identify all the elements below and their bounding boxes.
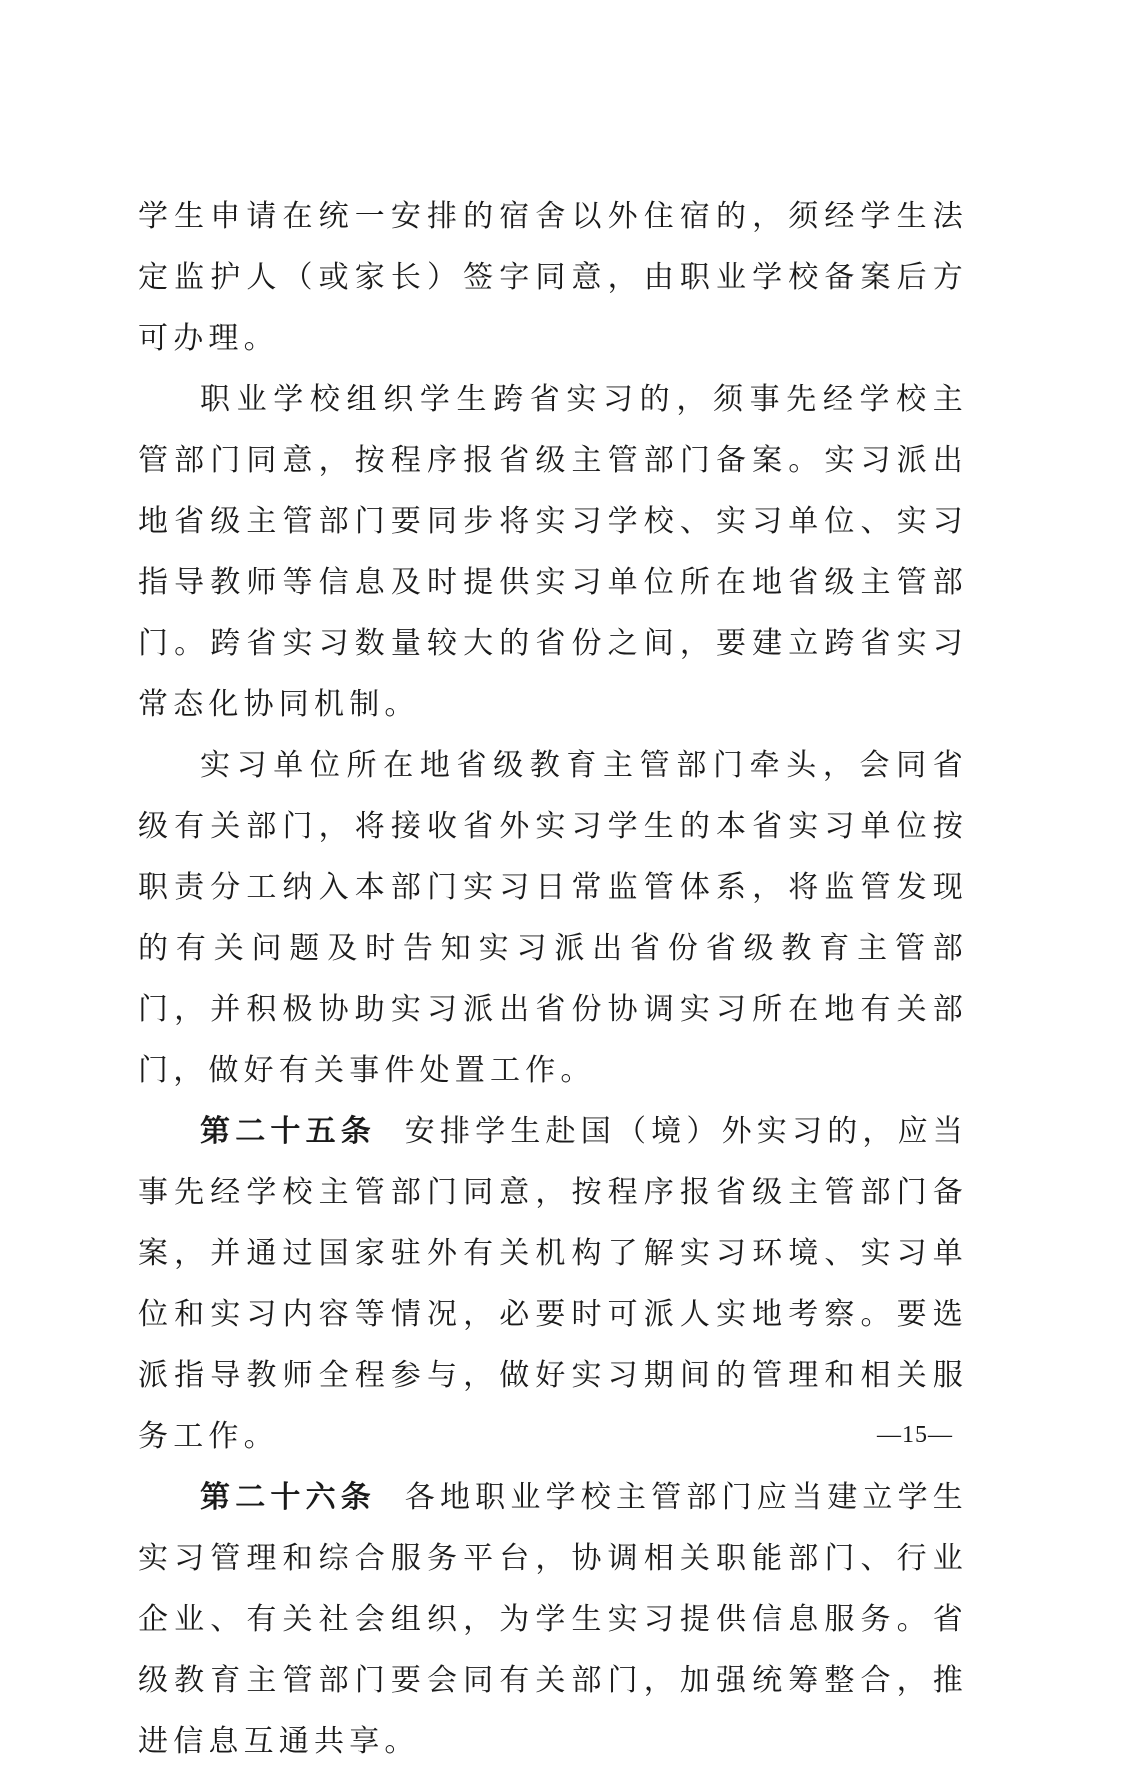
article-25 xyxy=(138,1101,968,1467)
paragraph-text: 职业学校组织学生跨省实习的，须事先经学校主管部门同意，按程序报省级主管部门备案。实习派出地省级主管部门要同步将实习学校、实习单位、实习指导教师等信息及时提供实习单位所在地省级主管部门。跨省实习数量较大的省份之间，要建立跨省实习常态化协同机制。 xyxy=(138,382,968,722)
article-heading: 第二十六条 xyxy=(200,1480,377,1515)
paragraph-cross-province-internship xyxy=(138,369,968,735)
page-number: —15— xyxy=(877,1422,953,1448)
body-text xyxy=(138,186,968,1772)
article-heading: 第二十五条 xyxy=(200,1114,377,1149)
paragraph-host-province-supervision xyxy=(138,735,968,1101)
paragraph-text: 学生申请在统一安排的宿舍以外住宿的，须经学生法定监护人（或家长）签字同意，由职业学校备案后方可办理。 xyxy=(138,199,968,356)
article-text: 安排学生赴国（境）外实习的，应当事先经学校主管部门同意，按程序报省级主管部门备案，并通过国家驻外有关机构了解实习环境、实习单位和实习内容等情况，必要时可派人实地考察。要选派指导教师全程参与，做好实习期间的管理和相关服务工作。 xyxy=(138,1114,968,1454)
paragraph-text: 实习单位所在地省级教育主管部门牵头，会同省级有关部门，将接收省外实习学生的本省实习单位按职责分工纳入本部门实习日常监管体系，将监管发现的有关问题及时告知实习派出省份省级教育主管部门，并积极协助实习派出省份协调实习所在地有关部门，做好有关事件处置工作。 xyxy=(138,748,968,1088)
article-text: 各地职业学校主管部门应当建立学生实习管理和综合服务平台，协调相关职能部门、行业企业、有关社会组织，为学生实习提供信息服务。省级教育主管部门要会同有关部门，加强统筹整合，推进信息互通共享。 xyxy=(138,1480,968,1759)
paragraph-continued-dormitory xyxy=(138,186,968,369)
article-26 xyxy=(138,1467,968,1772)
